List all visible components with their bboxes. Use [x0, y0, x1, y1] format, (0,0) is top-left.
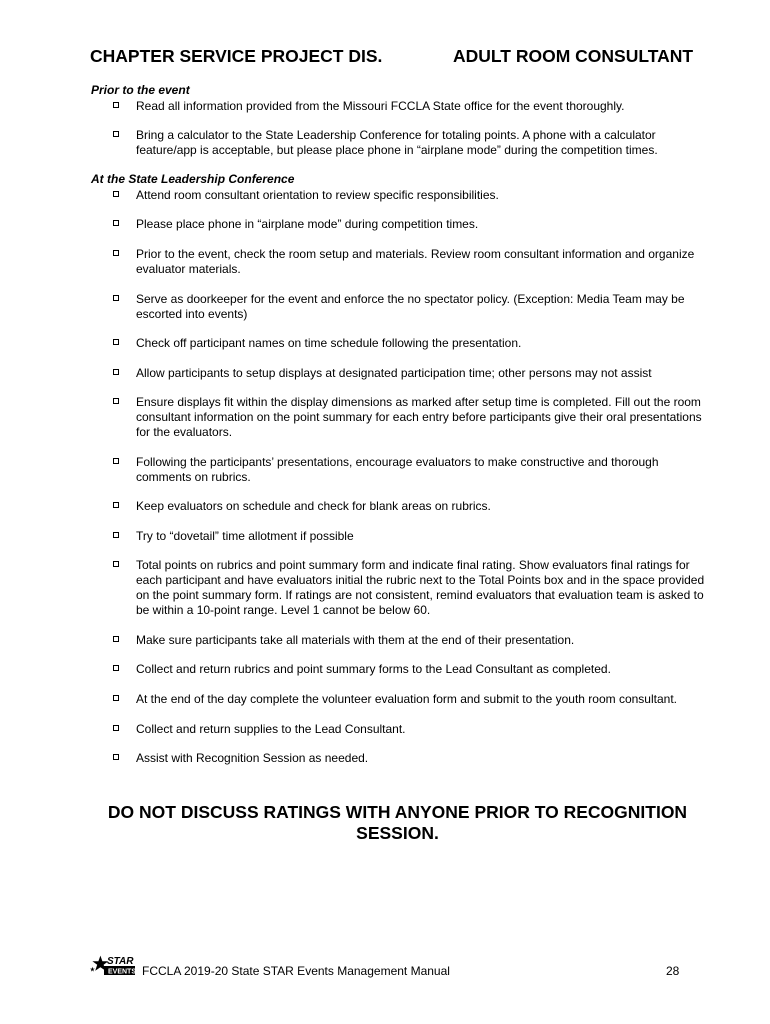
checkbox-icon [113, 665, 119, 671]
list-item: Try to “dovetail” time allotment if possible [113, 529, 709, 544]
list-item: Please place phone in “airplane mode” during competition times. [113, 217, 709, 232]
svg-text:STAR: STAR [107, 956, 134, 967]
section-heading-conference: At the State Leadership Conference [91, 172, 295, 186]
list-item: Total points on rubrics and point summary form and indicate final rating. Show evaluators final ratings for each participant and have evaluators initial the rubric next to the Total Points box and in the space provided on the point summary form. If ratings are not consistent, remind evaluators that evaluation team is asked to be within a 10-point range. Level 1 cannot be below 60. [113, 558, 709, 618]
checkbox-icon [113, 695, 119, 701]
checkbox-icon [113, 636, 119, 642]
list-item: Prior to the event, check the room setup and materials. Review room consultant information and organize evaluator materials. [113, 247, 709, 277]
ratings-warning: DO NOT DISCUSS RATINGS WITH ANYONE PRIOR TO RECOGNITION SESSION. [107, 802, 688, 843]
checkbox-icon [113, 398, 119, 404]
list-item: Serve as doorkeeper for the event and enforce the no spectator policy. (Exception: Media Team may be escorted into events) [113, 292, 709, 322]
checkbox-icon [113, 369, 119, 375]
list-item: Keep evaluators on schedule and check for blank areas on rubrics. [113, 499, 709, 514]
star-events-logo [90, 948, 136, 984]
list-item: Attend room consultant orientation to review specific responsibilities. [113, 188, 709, 203]
page-footer [90, 956, 690, 986]
checkbox-icon [113, 339, 119, 345]
checkbox-icon [113, 191, 119, 197]
svg-text:EVENTS: EVENTS [108, 968, 136, 976]
manual-title: FCCLA 2019-20 State STAR Events Management Manual [142, 964, 450, 978]
checkbox-icon [113, 131, 119, 137]
checkbox-icon [113, 458, 119, 464]
list-item: Read all information provided from the Missouri FCCLA State office for the event thoroughly. [113, 99, 709, 114]
list-item: Check off participant names on time schedule following the presentation. [113, 336, 709, 351]
section-heading-prior: Prior to the event [91, 83, 190, 97]
checkbox-icon [113, 102, 119, 108]
list-item: Allow participants to setup displays at designated participation time; other persons may not assist [113, 366, 709, 381]
role-title: ADULT ROOM CONSULTANT [453, 46, 694, 66]
list-item: Assist with Recognition Session as needed. [113, 751, 709, 766]
list-item: Ensure displays fit within the display dimensions as marked after setup time is completed. Fill out the room consultant information on the point summary for each entry before participants give their oral presentations for the evaluators. [113, 395, 709, 440]
checkbox-icon [113, 220, 119, 226]
checkbox-icon [113, 754, 119, 760]
checkbox-icon [113, 532, 119, 538]
list-item: Following the participants’ presentations, encourage evaluators to make constructive and thorough comments on rubrics. [113, 455, 709, 485]
page-number: 28 [666, 964, 680, 978]
checkbox-icon [113, 725, 119, 731]
page-header [90, 46, 700, 72]
list-item: At the end of the day complete the volunteer evaluation form and submit to the youth room consultant. [113, 692, 709, 707]
list-item: Collect and return supplies to the Lead Consultant. [113, 722, 709, 737]
checkbox-icon [113, 561, 119, 567]
checkbox-icon [113, 250, 119, 256]
event-title: CHAPTER SERVICE PROJECT DIS. [90, 46, 383, 66]
list-item: Make sure participants take all materials with them at the end of their presentation. [113, 633, 709, 648]
list-item: Bring a calculator to the State Leadership Conference for totaling points. A phone with a calculator feature/app is acceptable, but please place phone in “airplane mode” during the competition times. [113, 128, 709, 158]
checkbox-icon [113, 295, 119, 301]
list-item: Collect and return rubrics and point summary forms to the Lead Consultant as completed. [113, 662, 709, 677]
checkbox-icon [113, 502, 119, 508]
